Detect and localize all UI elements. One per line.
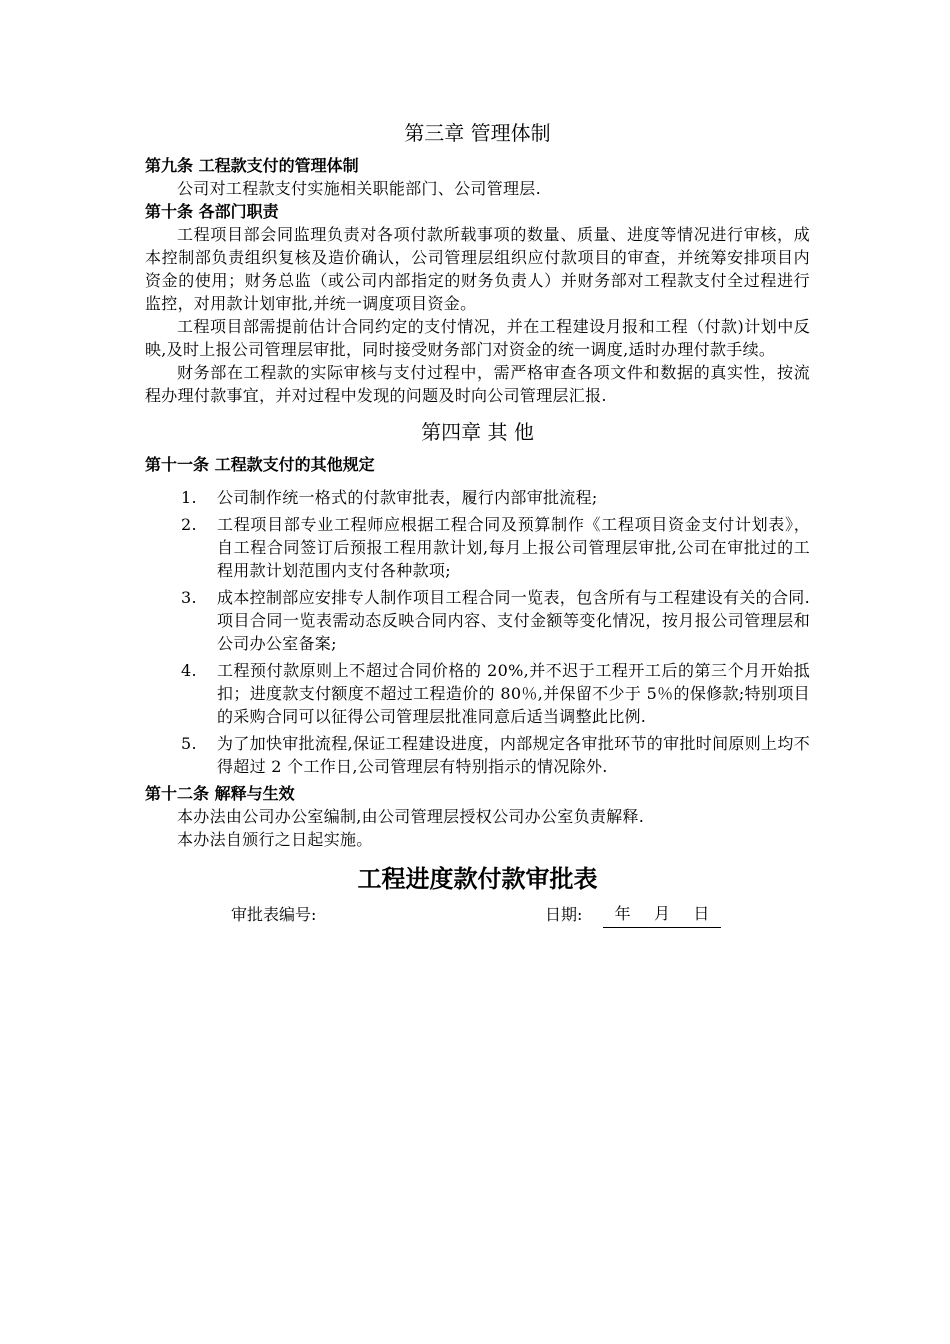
article-10-paragraph-2: 工程项目部需提前估计合同约定的支付情况，并在工程建设月报和工程（付款)计划中反映,及时上报公司管理层审批，同时接受财务部门对资金的统一调度,适时办理付款手续。 bbox=[145, 317, 810, 359]
list-item bbox=[145, 486, 810, 509]
form-date-field[interactable] bbox=[603, 901, 721, 928]
list-item bbox=[145, 513, 810, 582]
article-12-paragraph-1: 本办法由公司办公室编制,由公司管理层授权公司办公室负责解释. bbox=[177, 807, 645, 826]
document-page bbox=[145, 118, 810, 929]
article-10-paragraph-1: 工程项目部会同监理负责对各项付款所载事项的数量、质量、进度等情况进行审核，成本控制部负责组织复核及造价确认，公司管理层组织应付款项目的审查，并统筹安排项目内资金的使用；财务总监（或公司内部指定的财务负责人）并财务部对工程款支付全过程进行监控，对用款计划审批,并统一调度项目资金。 bbox=[145, 225, 810, 313]
date-day-label: 日 bbox=[693, 904, 710, 923]
article-12-heading: 第十二条 解释与生效 bbox=[145, 784, 295, 803]
list-item-number: 2. bbox=[181, 515, 197, 534]
approval-form-title: 工程进度款付款审批表 bbox=[357, 865, 598, 893]
list-item-number: 4. bbox=[181, 661, 197, 680]
form-number-label: 审批表编号: bbox=[231, 905, 317, 924]
list-item-text: 为了加快审批流程,保证工程建设进度，内部规定各审批环节的审批时间原则上均不得超过 2 个工作日,公司管理层有特别指示的情况除外. bbox=[217, 734, 810, 776]
article-9-heading: 第九条 工程款支付的管理体制 bbox=[145, 156, 359, 175]
chapter-3-title: 第三章 管理体制 bbox=[404, 121, 551, 145]
chapter-4-title: 第四章 其 他 bbox=[421, 420, 534, 444]
form-date-label: 日期: bbox=[545, 905, 583, 924]
date-month-label: 月 bbox=[653, 904, 670, 923]
approval-form-meta bbox=[145, 901, 810, 929]
article-10-paragraph-3: 财务部在工程款的实际审核与支付过程中，需严格审查各项文件和数据的真实性，按流程办理付款事宜，并对过程中发现的问题及时向公司管理层汇报. bbox=[145, 363, 810, 405]
list-item-number: 1. bbox=[181, 488, 197, 507]
article-11-heading: 第十一条 工程款支付的其他规定 bbox=[145, 455, 375, 474]
article-11-list bbox=[145, 486, 810, 778]
list-item-number: 5. bbox=[181, 734, 197, 753]
article-12-paragraph-2: 本办法自颁行之日起实施。 bbox=[177, 830, 373, 849]
date-year-label: 年 bbox=[614, 904, 631, 923]
list-item bbox=[145, 586, 810, 655]
article-10-heading: 第十条 各部门职责 bbox=[145, 202, 279, 221]
list-item-text: 工程项目部专业工程师应根据工程合同及预算制作《工程项目资金支付计划表》，自工程合同签订后预报工程用款计划,每月上报公司管理层审批,公司在审批过的工程用款计划范围内支付各种款项; bbox=[217, 515, 810, 580]
list-item-text: 工程预付款原则上不超过合同价格的 20%,并不迟于工程开工后的第三个月开始抵扣；进度款支付额度不超过工程造价的 80％,并保留不少于 5％的保修款;特别项目的采购合同可以征得公司管理层批准同意后适当调整此比例. bbox=[217, 661, 810, 726]
article-9-paragraph: 公司对工程款支付实施相关职能部门、公司管理层. bbox=[177, 179, 541, 198]
list-item-text: 成本控制部应安排专人制作项目工程合同一览表，包含所有与工程建设有关的合同.项目合同一览表需动态反映合同内容、支付金额等变化情况，按月报公司管理层和公司办公室备案; bbox=[217, 588, 810, 653]
list-item-number: 3. bbox=[181, 588, 197, 607]
list-item-text: 公司制作统一格式的付款审批表，履行内部审批流程; bbox=[217, 488, 598, 507]
list-item bbox=[145, 732, 810, 778]
list-item bbox=[145, 659, 810, 728]
